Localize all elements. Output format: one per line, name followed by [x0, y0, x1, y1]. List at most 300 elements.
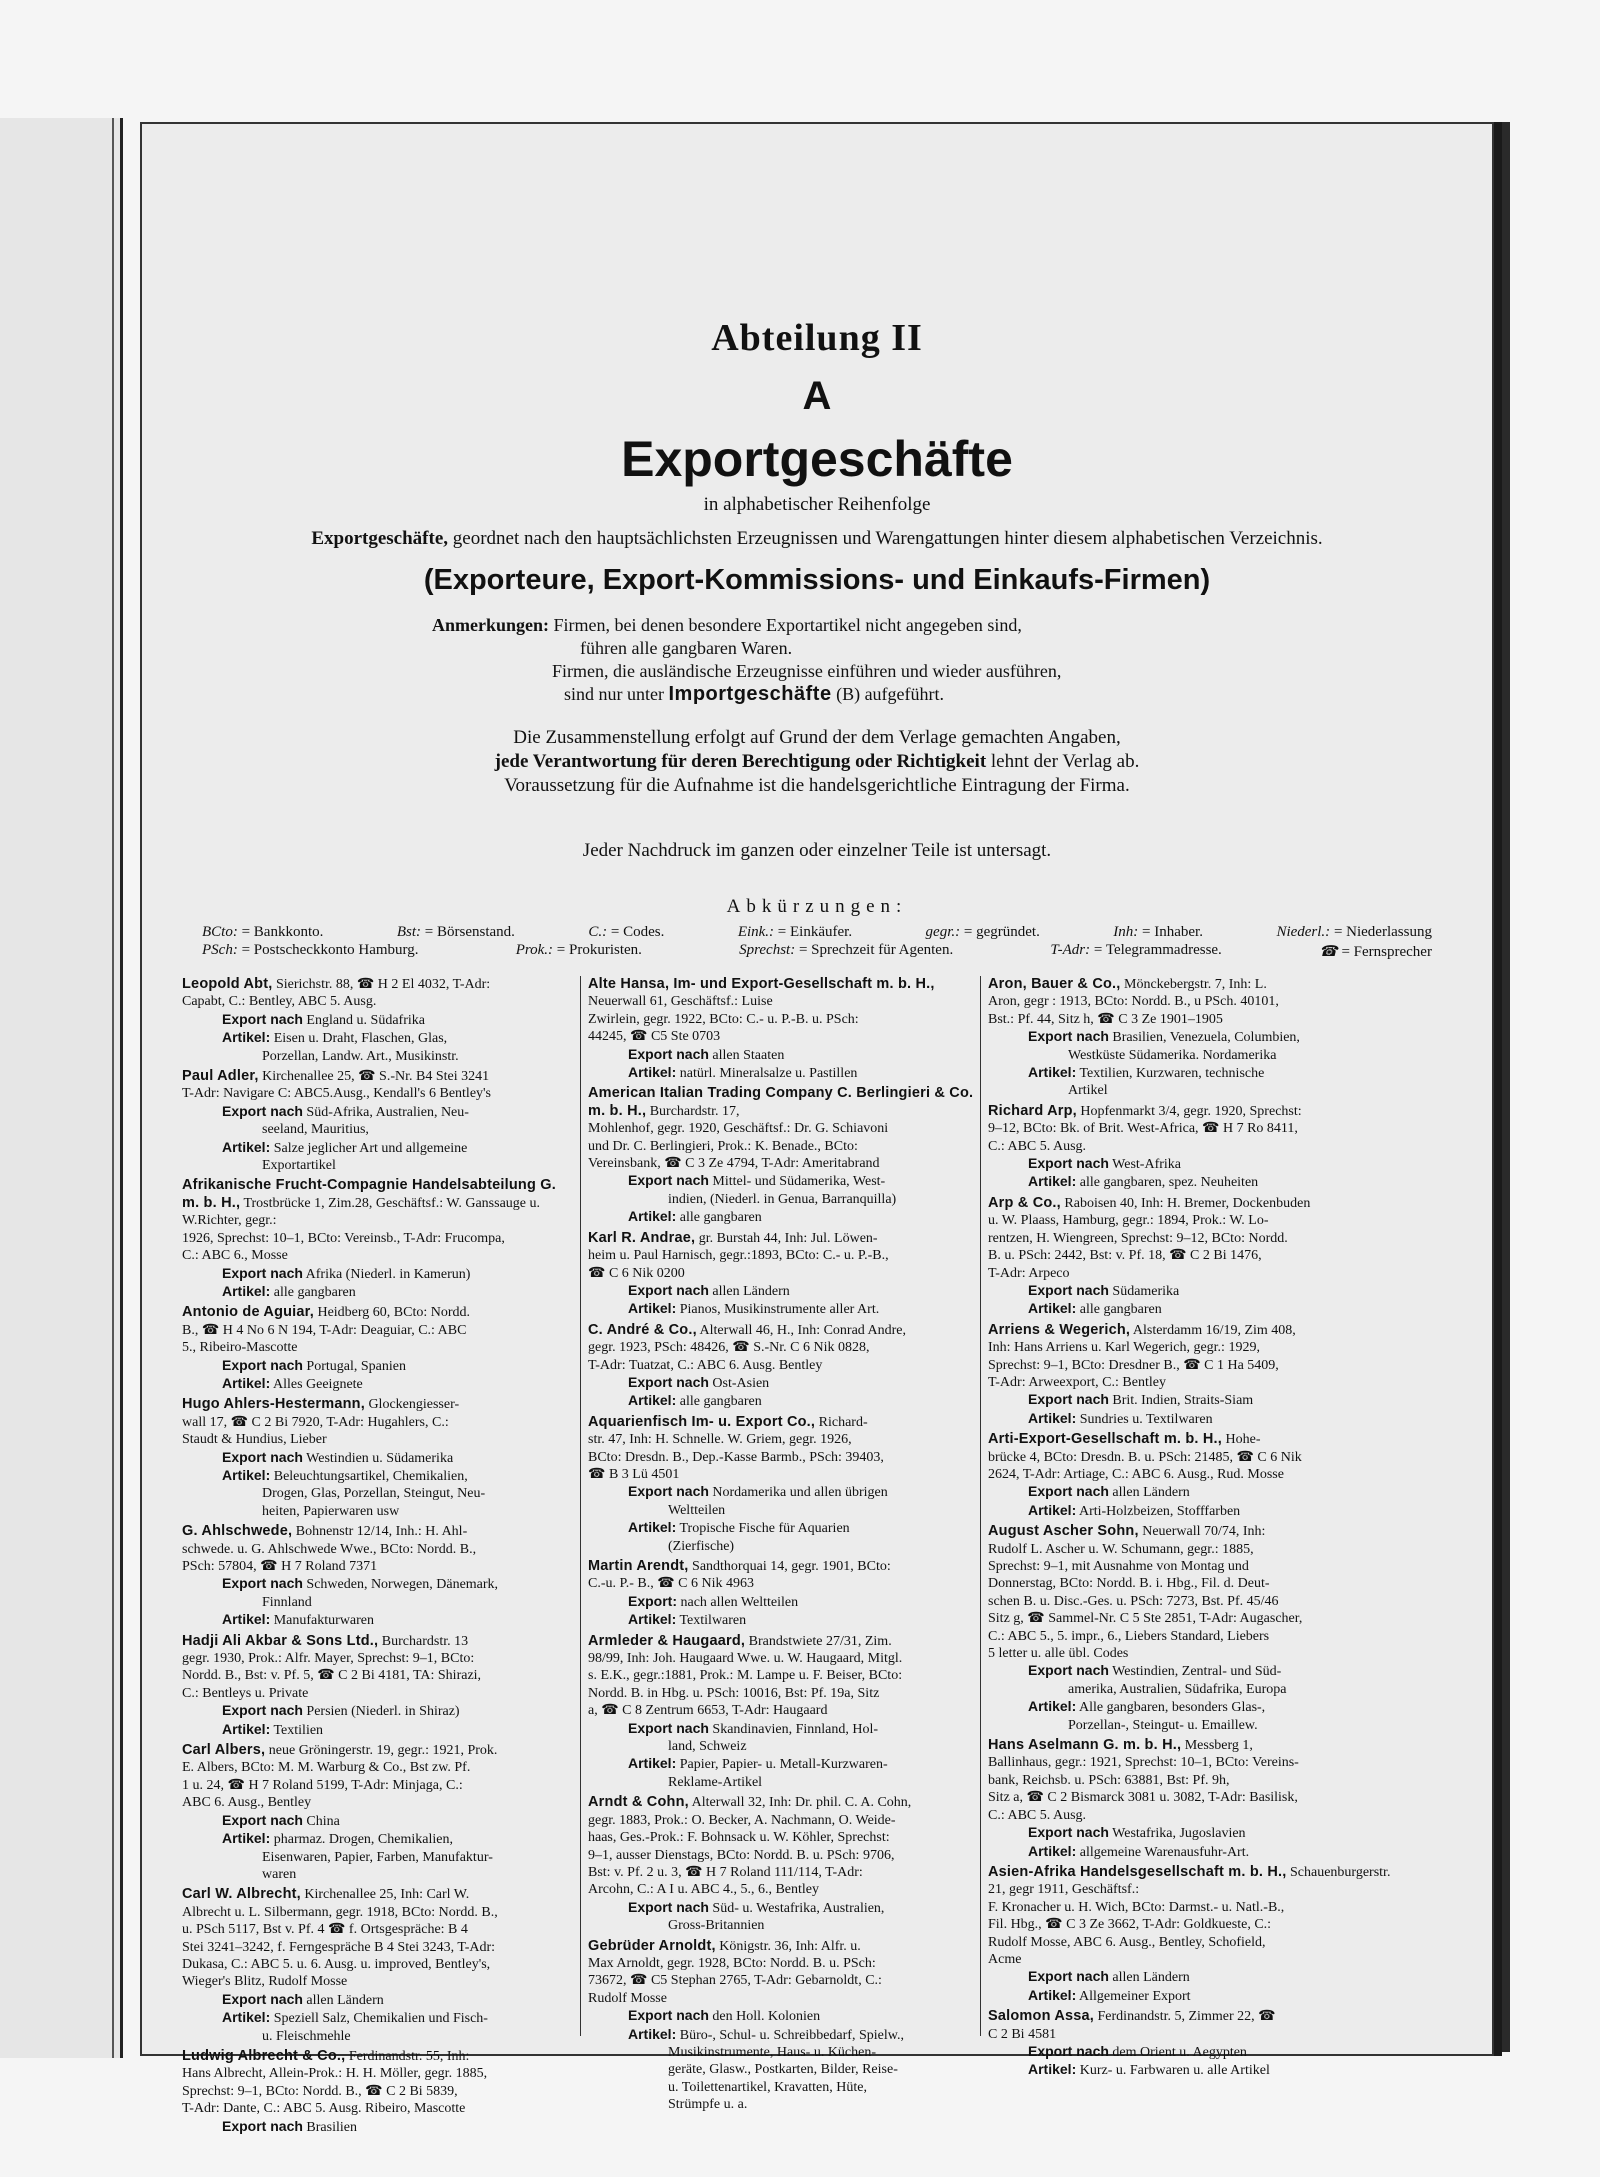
firm-details: Rudolf Mosse, ABC 6. Ausg., Bentley, Schofield,	[988, 1934, 1266, 1950]
export-text: Eisen u. Draht, Flaschen, Glas,	[273, 1031, 448, 1047]
export-text: Strümpfe u. a.	[668, 2097, 748, 2113]
firm-details: ☎ C 6 Nik 0200	[588, 1265, 685, 1281]
firm-export-line	[988, 1968, 1408, 1986]
firm-name: American Italian Trading Company C. Berlingieri & Co. m. b. H.,	[588, 1085, 974, 1119]
firm-details: 1926, Sprechst: 10–1, BCto: Vereinsb., T-Adr: Frucompa,	[182, 1230, 505, 1246]
firm-details: Inh: Hans Arriens u. Karl Wegerich, gegr.: 1929,	[988, 1340, 1260, 1356]
export-label: Artikel:	[222, 1830, 271, 1847]
firm-details: Mohlenhof, gegr. 1920, Geschäftsf.: Dr. G. Schiavoni	[588, 1121, 889, 1137]
export-text: Westindien, Zentral- und Süd-	[1112, 1664, 1282, 1680]
firm-name: Arp & Co.,	[988, 1194, 1061, 1211]
firm-export-line	[182, 1375, 572, 1393]
firm-export-line	[182, 1449, 572, 1467]
abbreviation-value: = Börsenstand.	[421, 924, 515, 940]
export-text: Portugal, Spanien	[306, 1358, 406, 1374]
export-text: alle gangbaren	[273, 1284, 356, 1300]
export-text: Textilien, Kurzwaren, technische	[1079, 1066, 1265, 1082]
firm-details: Raboisen 40, Inh: H. Bremer, Dockenbuden	[1064, 1195, 1311, 1211]
abbreviation-item	[739, 942, 953, 961]
firm-details: Dukasa, C.: ABC 5. u. 6. Ausg. u. improved, Bentley's,	[182, 1956, 491, 1972]
firm-details: Rudolf L. Ascher u. W. Schumann, gegr.: 1885,	[988, 1541, 1254, 1557]
firm-export-line	[588, 1282, 978, 1300]
firm-details: s. E.K., gegr.:1881, Prok.: M. Lampe u. F. Beiser, BCto:	[588, 1668, 903, 1684]
firm-details: Burchardstr. 17,	[649, 1103, 740, 1119]
firm-details: T-Adr: Arpeco	[988, 1265, 1070, 1281]
firm-entry	[988, 976, 1408, 1100]
export-text: Gross-Britannien	[668, 1918, 765, 1934]
export-label: Artikel:	[222, 1138, 271, 1155]
export-label: Artikel:	[222, 1029, 271, 1046]
firm-details: str. 47, Inh: H. Schnelle. W. Griem, gegr. 1926,	[588, 1432, 852, 1448]
firm-details: gegr. 1883, Prok.: O. Becker, A. Nachmann, O. Weide-	[588, 1812, 896, 1828]
firm-details: u. W. Plaass, Hamburg, gegr.: 1894, Prok.: W. Lo-	[988, 1213, 1269, 1229]
firm-export-line	[588, 2026, 978, 2044]
disclaimer-rest: lehnt der Verlag ab.	[990, 751, 1140, 772]
firm-name: Ludwig Albrecht & Co.,	[182, 2047, 346, 2064]
firm-export-line	[588, 1483, 978, 1501]
firm-export-line	[182, 1830, 572, 1848]
firm-name: Leopold Abt,	[182, 976, 273, 992]
firm-export-line	[988, 1662, 1408, 1680]
export-text: Sundries u. Textilwaren	[1079, 1411, 1213, 1427]
abbreviation-key: Niederl.:	[1276, 924, 1331, 940]
firm-entry-head	[988, 1103, 1408, 1120]
firm-name: Arriens & Wegerich,	[988, 1321, 1131, 1338]
firm-entry	[182, 976, 572, 1065]
export-text: Afrika (Niederl. in Kamerun)	[305, 1266, 471, 1282]
firm-export-line	[182, 1721, 572, 1739]
firm-details: gegr. 1930, Prok.: Alfr. Mayer, Sprechst: 9–1, BCto:	[182, 1651, 475, 1667]
firm-name: Aquarienfisch Im- u. Export Co.,	[588, 1413, 816, 1430]
firm-details: Aron, gegr : 1913, BCto: Nordd. B., u PSch. 40101,	[988, 994, 1279, 1010]
firm-entry-head	[588, 1558, 978, 1575]
firm-details: Messberg 1,	[1184, 1738, 1253, 1754]
export-text: China	[306, 1813, 340, 1829]
export-text: allen Ländern	[1112, 1485, 1190, 1501]
firm-entry-head	[988, 2008, 1408, 2025]
firm-entry	[988, 1737, 1408, 1861]
export-text: Alles Geeignete	[272, 1376, 363, 1392]
export-label: Export nach	[628, 1719, 709, 1736]
abbreviation-key: T-Adr:	[1050, 942, 1091, 958]
abbreviation-key: Prok.:	[515, 942, 554, 958]
export-text: Brit. Indien, Straits-Siam	[1112, 1393, 1254, 1409]
abbreviation-key: ☎	[1319, 944, 1338, 960]
firm-details: T-Adr: Navigare C: ABC5.Ausg., Kendall's 6 Bentley's	[182, 1086, 491, 1102]
export-text: Westküste Südamerika. Nordamerika	[1068, 1047, 1277, 1063]
export-text: Westafrika, Jugoslavien	[1112, 1826, 1246, 1842]
firm-export-line	[588, 1046, 978, 1064]
firm-export-line	[588, 2007, 978, 2025]
export-text: Exportartikel	[262, 1158, 336, 1174]
abbreviation-item	[516, 942, 642, 961]
firm-details: Fil. Hbg., ☎ C 3 Ze 3662, T-Adr: Goldkueste, C.:	[988, 1917, 1272, 1933]
abbreviation-item	[1113, 924, 1203, 941]
export-text: Porzellan, Landw. Art., Musikinstr.	[262, 1048, 459, 1064]
firm-entry-head	[182, 1396, 572, 1413]
export-text: Finnland	[262, 1594, 312, 1610]
firm-details: Alterwall 46, H., Inh: Conrad Andre,	[699, 1322, 907, 1338]
firm-export-line	[182, 1485, 572, 1502]
firm-details: Bst: v. Pf. 2 u. 3, ☎ H 7 Roland 111/114, T-Adr:	[588, 1864, 863, 1880]
abbreviation-key: Bst:	[396, 924, 422, 940]
export-label: Export nach	[222, 1702, 303, 1719]
firm-entry	[182, 1068, 572, 1174]
export-text: Artikel	[1068, 1083, 1108, 1099]
export-text: Schweden, Norwegen, Dänemark,	[306, 1577, 499, 1593]
firm-export-line	[182, 1283, 572, 1301]
export-text: allgemeine Warenausfuhr-Art.	[1079, 1844, 1250, 1860]
export-text: allen Ländern	[306, 1992, 384, 2008]
export-label: Artikel:	[222, 2009, 271, 2026]
intro-rest: geordnet nach den hauptsächlichsten Erzeugnissen und Warengattungen hinter diesem alphabetischen Verzeichnis.	[452, 528, 1323, 549]
firm-entry	[988, 1431, 1408, 1520]
notes-text-4a: sind nur unter	[564, 684, 664, 704]
firm-entry-head	[988, 976, 1408, 993]
export-text: waren	[262, 1866, 297, 1882]
firm-export-line	[588, 1538, 978, 1555]
firm-details: Hopfenmarkt 3/4, gegr. 1920, Sprechst:	[1080, 1103, 1302, 1119]
intro-bold: Exportgeschäfte,	[311, 528, 449, 549]
firm-details: T-Adr: Arweexport, C.: Bentley	[988, 1374, 1166, 1390]
export-label: Artikel:	[1028, 1986, 1077, 2003]
abbreviation-value: = gegründet.	[960, 924, 1040, 940]
firm-details: Heidberg 60, BCto: Nordd.	[317, 1305, 471, 1321]
firm-details: 2624, T-Adr: Artiage, C.: ABC 6. Ausg., Rud. Mosse	[988, 1466, 1284, 1482]
abbreviation-value: = Bankkonto.	[237, 924, 324, 940]
export-text: allen Ländern	[712, 1283, 790, 1299]
firm-export-line	[182, 1575, 572, 1593]
firm-entry-head	[588, 1230, 978, 1247]
firm-details: Mönckebergstr. 7, Inh: L.	[1124, 977, 1267, 992]
firm-entry-head	[588, 1322, 978, 1339]
abbreviation-key: PSch:	[202, 942, 238, 958]
export-text: Eisenwaren, Papier, Farben, Manufaktur-	[262, 1849, 493, 1865]
export-text: Südamerika	[1112, 1283, 1180, 1299]
abbreviation-value: = Prokuristen.	[553, 942, 642, 958]
firm-details: C.: ABC 5., 5. impr., 6., Liebers Standard, Liebers	[988, 1628, 1270, 1644]
firm-details: Sierichstr. 88, ☎ H 2 El 4032, T-Adr:	[275, 977, 491, 992]
firm-export-line	[182, 1357, 572, 1375]
firm-export-line	[988, 1028, 1408, 1046]
firm-details: Bst.: Pf. 44, Sitz h, ☎ C 3 Ze 1901–1905	[988, 1011, 1223, 1027]
firm-entry	[588, 1558, 978, 1630]
firm-details: heim u. Paul Harnisch, gegr.:1893, BCto: C.- u. P.-B.,	[588, 1248, 889, 1264]
firm-export-line	[988, 1717, 1408, 1734]
firm-details: Richard-	[818, 1414, 868, 1430]
export-label: Artikel:	[1028, 1501, 1077, 1518]
firm-export-line	[588, 1593, 978, 1611]
firm-export-line	[988, 1502, 1408, 1520]
firm-details: Nordd. B. in Hbg. u. PSch: 10016, Bst: Pf. 19a, Sitz	[588, 1685, 880, 1701]
firm-export-line	[588, 1172, 978, 1190]
firm-details: Max Arnoldt, gegr. 1928, BCto: Nordd. B. u. PSch:	[588, 1955, 876, 1971]
export-label: Artikel:	[628, 1064, 677, 1081]
firm-details: B., ☎ H 4 No 6 N 194, T-Adr: Deaguiar, C.: ABC	[182, 1322, 467, 1338]
firm-details: Arcohn, C.: A I u. ABC 4., 5., 6., Bentley	[588, 1882, 819, 1898]
abbreviation-item	[738, 924, 852, 941]
export-label: Export nach	[222, 1811, 303, 1828]
firm-entry	[182, 1177, 572, 1301]
firm-details: gegr. 1923, PSch: 48426, ☎ S.-Nr. C 6 Nik 0828,	[588, 1340, 870, 1356]
abbreviation-item	[1276, 924, 1432, 941]
export-text: Papier, Papier- u. Metall-Kurzwaren-	[679, 1757, 888, 1773]
firm-entry-head	[182, 1523, 572, 1540]
export-label: Export nach	[222, 1575, 303, 1592]
firm-entry	[588, 1938, 978, 2114]
firm-name: Arti-Export-Gesellschaft m. b. H.,	[988, 1431, 1223, 1448]
export-text: seeland, Mauritius,	[262, 1122, 369, 1138]
firm-export-line	[988, 1987, 1408, 2005]
firm-export-line	[182, 1866, 572, 1883]
firm-name: Hadji Ali Akbar & Sons Ltd.,	[182, 1632, 379, 1649]
firm-entry-head	[988, 1431, 1408, 1448]
disclaimer-block	[142, 726, 1492, 798]
firm-entry-head	[182, 1633, 572, 1650]
firm-details: Neuerwall 61, Geschäftsf.: Luise	[588, 994, 773, 1010]
firm-details: T-Adr: Dante, C.: ABC 5. Ausg. Ribeiro, Mascotte	[182, 2101, 466, 2117]
abbreviation-item	[1050, 942, 1221, 961]
abbreviation-key: C.:	[588, 924, 608, 940]
firm-details: ☎ B 3 Lü 4501	[588, 1466, 680, 1482]
section-letter: A	[802, 374, 832, 418]
export-text: den Holl. Kolonien	[712, 2009, 821, 2025]
firm-export-line	[182, 1849, 572, 1866]
firm-entry	[988, 1103, 1408, 1192]
firm-details: Vereinsbank, ☎ C 3 Ze 4794, T-Adr: Ameritabrand	[588, 1156, 880, 1172]
left-page-edge	[0, 118, 123, 2058]
firm-details: bank, Reichsb. u. PSch: 63881, Bst: Pf. 9h,	[988, 1772, 1230, 1788]
firm-export-line	[988, 1282, 1408, 1300]
firm-export-line	[588, 2044, 978, 2061]
export-label: Artikel:	[628, 2025, 677, 2042]
export-label: Artikel:	[628, 1611, 677, 1628]
firm-name: Salomon Assa,	[988, 2008, 1095, 2025]
firm-entry-head	[182, 2048, 572, 2065]
firm-details: 9–12, BCto: Bk. of Brit. West-Africa, ☎ H 7 Ro 8411,	[988, 1121, 1298, 1137]
firm-details: Kirchenallee 25, ☎ S.-Nr. B4 Stei 3241	[262, 1069, 490, 1085]
firm-entry	[988, 1322, 1408, 1428]
export-text: Musikinstrumente, Haus- u. Küchen-	[668, 2044, 877, 2060]
abbreviation-key: gegr.:	[925, 924, 961, 940]
firm-name: Carl W. Albrecht,	[182, 1886, 301, 1903]
firm-entry-head	[988, 1322, 1408, 1339]
export-text: Salze jeglicher Art und allgemeine	[273, 1140, 468, 1156]
firm-details: 9–1, ausser Dienstags, BCto: Nordd. B. u. PSch: 9706,	[588, 1847, 895, 1863]
firm-types-heading: (Exporteure, Export-Kommissions- und Einkaufs-Firmen)	[423, 564, 1211, 596]
firm-details: BCto: Dresdn. B., Dep.-Kasse Barmb., PSch: 39403,	[588, 1449, 884, 1465]
firm-details: ABC 6. Ausg., Bentley	[182, 1795, 312, 1811]
abbreviation-value: = Fernsprecher	[1337, 944, 1432, 960]
firm-details: a, ☎ C 8 Zentrum 6653, T-Adr: Haugaard	[588, 1703, 828, 1719]
export-text: pharmaz. Drogen, Chemikalien,	[273, 1832, 453, 1848]
export-text: Drogen, Glas, Porzellan, Steingut, Neu-	[262, 1486, 486, 1502]
firm-details: C.: ABC 6., Mosse	[182, 1248, 288, 1264]
firm-name: Paul Adler,	[182, 1068, 259, 1085]
export-text: Alle gangbaren, besonders Glas-,	[1078, 1700, 1266, 1716]
column-divider	[980, 976, 981, 2036]
firm-name: August Ascher Sohn,	[988, 1523, 1139, 1540]
export-text: alle gangbaren	[679, 1210, 762, 1226]
firm-details: schwede. u. G. Ahlschwede Wwe., BCto: Nordd. B.,	[182, 1541, 477, 1557]
firm-name: Aron, Bauer & Co.,	[988, 976, 1121, 992]
abbreviation-key: Inh:	[1113, 924, 1139, 940]
firm-details: Sandthorquai 14, gegr. 1901, BCto:	[692, 1559, 891, 1574]
firm-name: Arndt & Cohn,	[588, 1794, 689, 1811]
firm-entry-head	[988, 1195, 1408, 1212]
firm-entry	[588, 1414, 978, 1555]
firm-export-line	[988, 1681, 1408, 1698]
export-text: alle gangbaren	[679, 1394, 762, 1410]
firm-entry-head	[182, 1177, 572, 1229]
export-label: Export nach	[628, 2007, 709, 2024]
abbreviations-row-1	[202, 924, 1432, 941]
abbreviation-item	[1319, 942, 1432, 961]
disclaimer-line-3: Voraussetzung für die Aufnahme ist die handelsgerichtliche Eintragung der Firma.	[504, 775, 1130, 796]
firm-export-line	[182, 1103, 572, 1121]
disclaimer-bold: jede Verantwortung für deren Berechtigung oder Richtigkeit	[494, 751, 987, 772]
firm-name: Antonio de Aguiar,	[182, 1304, 314, 1321]
section-heading: Abteilung II	[711, 317, 923, 359]
firm-details: Acme	[988, 1951, 1022, 1967]
export-label: Artikel:	[1028, 1300, 1077, 1317]
abbreviation-key: BCto:	[202, 924, 238, 940]
export-label: Export nach	[1028, 1281, 1109, 1298]
firm-export-line	[988, 2043, 1408, 2061]
notes-import-label: Importgeschäfte	[668, 683, 832, 705]
firm-details: Donnerstag, BCto: Nordd. B. i. Hbg., Fil. d. Deut-	[988, 1576, 1270, 1592]
export-label: Export nach	[628, 1483, 709, 1500]
export-label: Artikel:	[222, 1720, 271, 1737]
export-label: Export nach	[222, 1010, 303, 1027]
firm-export-line	[588, 1300, 978, 1318]
firm-details: Wieger's Blitz, Rudolf Mosse	[182, 1974, 348, 1990]
firm-details: Rudolf Mosse	[588, 1990, 667, 2006]
firm-entry	[588, 1230, 978, 1319]
firm-entry	[988, 1523, 1408, 1734]
firm-details: Ferdinandstr. 5, Zimmer 22, ☎	[1097, 2009, 1276, 2025]
firm-export-line	[182, 1121, 572, 1138]
firm-entry	[182, 1886, 572, 2045]
firm-details: T-Adr: Tuatzat, C.: ABC 6. Ausg. Bentley	[588, 1357, 823, 1373]
export-text: alle gangbaren, spez. Neuheiten	[1079, 1175, 1259, 1191]
firm-export-line	[588, 2061, 978, 2078]
firm-details: Hans Albrecht, Allein-Prok.: H. H. Möller, gegr. 1885,	[182, 2066, 488, 2082]
export-label: Export nach	[628, 1172, 709, 1189]
firm-details: Sitz a, ☎ C 2 Bismarck 3081 u. 3082, T-Adr: Basilisk,	[988, 1790, 1298, 1806]
export-label: Artikel:	[628, 1392, 677, 1409]
firm-export-line	[182, 1503, 572, 1520]
firm-name: Afrikanische Frucht-Compagnie Handelsabteilung G. m. b. H.,	[182, 1177, 556, 1211]
firm-details: B. u. PSch: 2442, Bst: v. Pf. 18, ☎ C 2 Bi 1476,	[988, 1248, 1262, 1264]
abbreviation-value: = Sprechzeit für Agenten.	[795, 942, 954, 958]
export-label: Artikel:	[222, 1282, 271, 1299]
export-text: Allgemeiner Export	[1078, 1988, 1191, 2004]
firm-details: 73672, ☎ C5 Stephan 2765, T-Adr: Gebarnoldt, C.:	[588, 1973, 882, 1989]
firm-name: G. Ahlschwede,	[182, 1523, 293, 1540]
firm-name: Alte Hansa, Im- und Export-Gesellschaft m. b. H.,	[588, 976, 935, 992]
export-label: Export nach	[628, 1281, 709, 1298]
abbreviation-value: = Telegrammadresse.	[1090, 942, 1222, 958]
firm-details: 5 letter u. alle übl. Codes	[988, 1646, 1129, 1662]
export-label: Artikel:	[628, 1208, 677, 1225]
firm-details: 1 u. 24, ☎ H 7 Roland 5199, T-Adr: Minjaga, C.:	[182, 1777, 463, 1793]
firm-details: Kirchenallee 25, Inh: Carl W.	[304, 1887, 470, 1903]
firm-details: C.: ABC 5. Ausg.	[988, 1807, 1087, 1823]
firm-name: Asien-Afrika Handelsgesellschaft m. b. H.,	[988, 1863, 1287, 1880]
disclaimer-line-2	[142, 750, 1492, 774]
export-text: geräte, Glasw., Postkarten, Bilder, Reise-	[668, 2062, 898, 2078]
export-text: Persien (Niederl. in Shiraz)	[306, 1704, 460, 1720]
export-text: Arti-Holzbeizen, Stofffarben	[1078, 1503, 1241, 1519]
firm-export-line	[988, 1082, 1408, 1099]
firm-export-line	[588, 1720, 978, 1738]
export-text: u. Fleischmehle	[262, 2028, 351, 2044]
firm-entry-head	[588, 1794, 978, 1811]
firm-export-line	[182, 1467, 572, 1485]
notes-line-2: führen alle gangbaren Waren.	[580, 638, 793, 658]
firm-details: 44245, ☎ C5 Ste 0703	[588, 1029, 721, 1045]
firm-entry-head	[988, 1523, 1408, 1540]
firm-details: neue Gröningerstr. 19, gegr.: 1921, Prok.	[268, 1743, 498, 1759]
firm-entry	[182, 1523, 572, 1629]
firm-details: Capabt, C.: Bentley, ABC 5. Ausg.	[182, 994, 377, 1010]
firm-details: Sitz g, ☎ Sammel-Nr. C 5 Ste 2851, T-Adr: Augascher,	[988, 1611, 1303, 1627]
firm-export-line	[588, 1208, 978, 1226]
firm-export-line	[182, 1139, 572, 1157]
abbreviations-title: Abkürzungen:	[726, 896, 908, 917]
export-text: dem Orient u. Aegypten	[1112, 2044, 1247, 2060]
export-label: Export nach	[222, 1990, 303, 2007]
firm-details: Glockengiesser-	[368, 1397, 460, 1413]
directory-columns	[182, 976, 1452, 2135]
abbreviations-row-2	[202, 942, 1432, 961]
firm-export-line	[988, 1843, 1408, 1861]
firm-export-line	[182, 1157, 572, 1174]
firm-export-line	[588, 1917, 978, 1934]
export-text: Westindien u. Südamerika	[306, 1450, 454, 1466]
export-text: Nordamerika und allen übrigen	[712, 1485, 888, 1501]
firm-details: u. PSch 5117, Bst v. Pf. 4 ☎ f. Ortsgespräche: B 4	[182, 1922, 468, 1938]
export-label: Export nach	[222, 1102, 303, 1119]
firm-entry	[988, 2008, 1408, 2080]
export-text: nach allen Weltteilen	[680, 1594, 799, 1610]
firm-details: Hohe-	[1225, 1432, 1261, 1448]
firm-details: Burchardstr. 13	[381, 1633, 469, 1649]
export-label: Artikel:	[628, 1755, 677, 1772]
firm-name: Carl Albers,	[182, 1742, 266, 1759]
export-label: Export nach	[1028, 1391, 1109, 1408]
export-text: Süd- u. Westafrika, Australien,	[712, 1900, 885, 1916]
firm-details: C.: ABC 5. Ausg.	[988, 1138, 1087, 1154]
firm-export-line	[588, 1611, 978, 1629]
firm-details: Brandstwiete 27/31, Zim.	[748, 1633, 892, 1649]
firm-export-line	[182, 2118, 572, 2136]
firm-export-line	[988, 1698, 1408, 1716]
firm-entry-head	[588, 976, 978, 1011]
firm-details: Alsterdamm 16/19, Zim 408,	[1132, 1322, 1296, 1338]
abbreviation-item	[202, 924, 323, 941]
export-label: Export nach	[1028, 1483, 1109, 1500]
export-label: Artikel:	[628, 1519, 677, 1536]
export-label: Export nach	[628, 1373, 709, 1390]
export-text: Brasilien, Venezuela, Columbien,	[1112, 1030, 1300, 1046]
firm-details: Sprechst: 9–1, BCto: Nordd. B., ☎ C 2 Bi 5839,	[182, 2083, 458, 2099]
export-text: allen Ländern	[1112, 1970, 1190, 1986]
page-title: Exportgeschäfte	[621, 431, 1013, 487]
firm-details: C.-u. P.- B., ☎ C 6 Nik 4963	[588, 1576, 755, 1592]
firm-export-line	[988, 1391, 1408, 1409]
